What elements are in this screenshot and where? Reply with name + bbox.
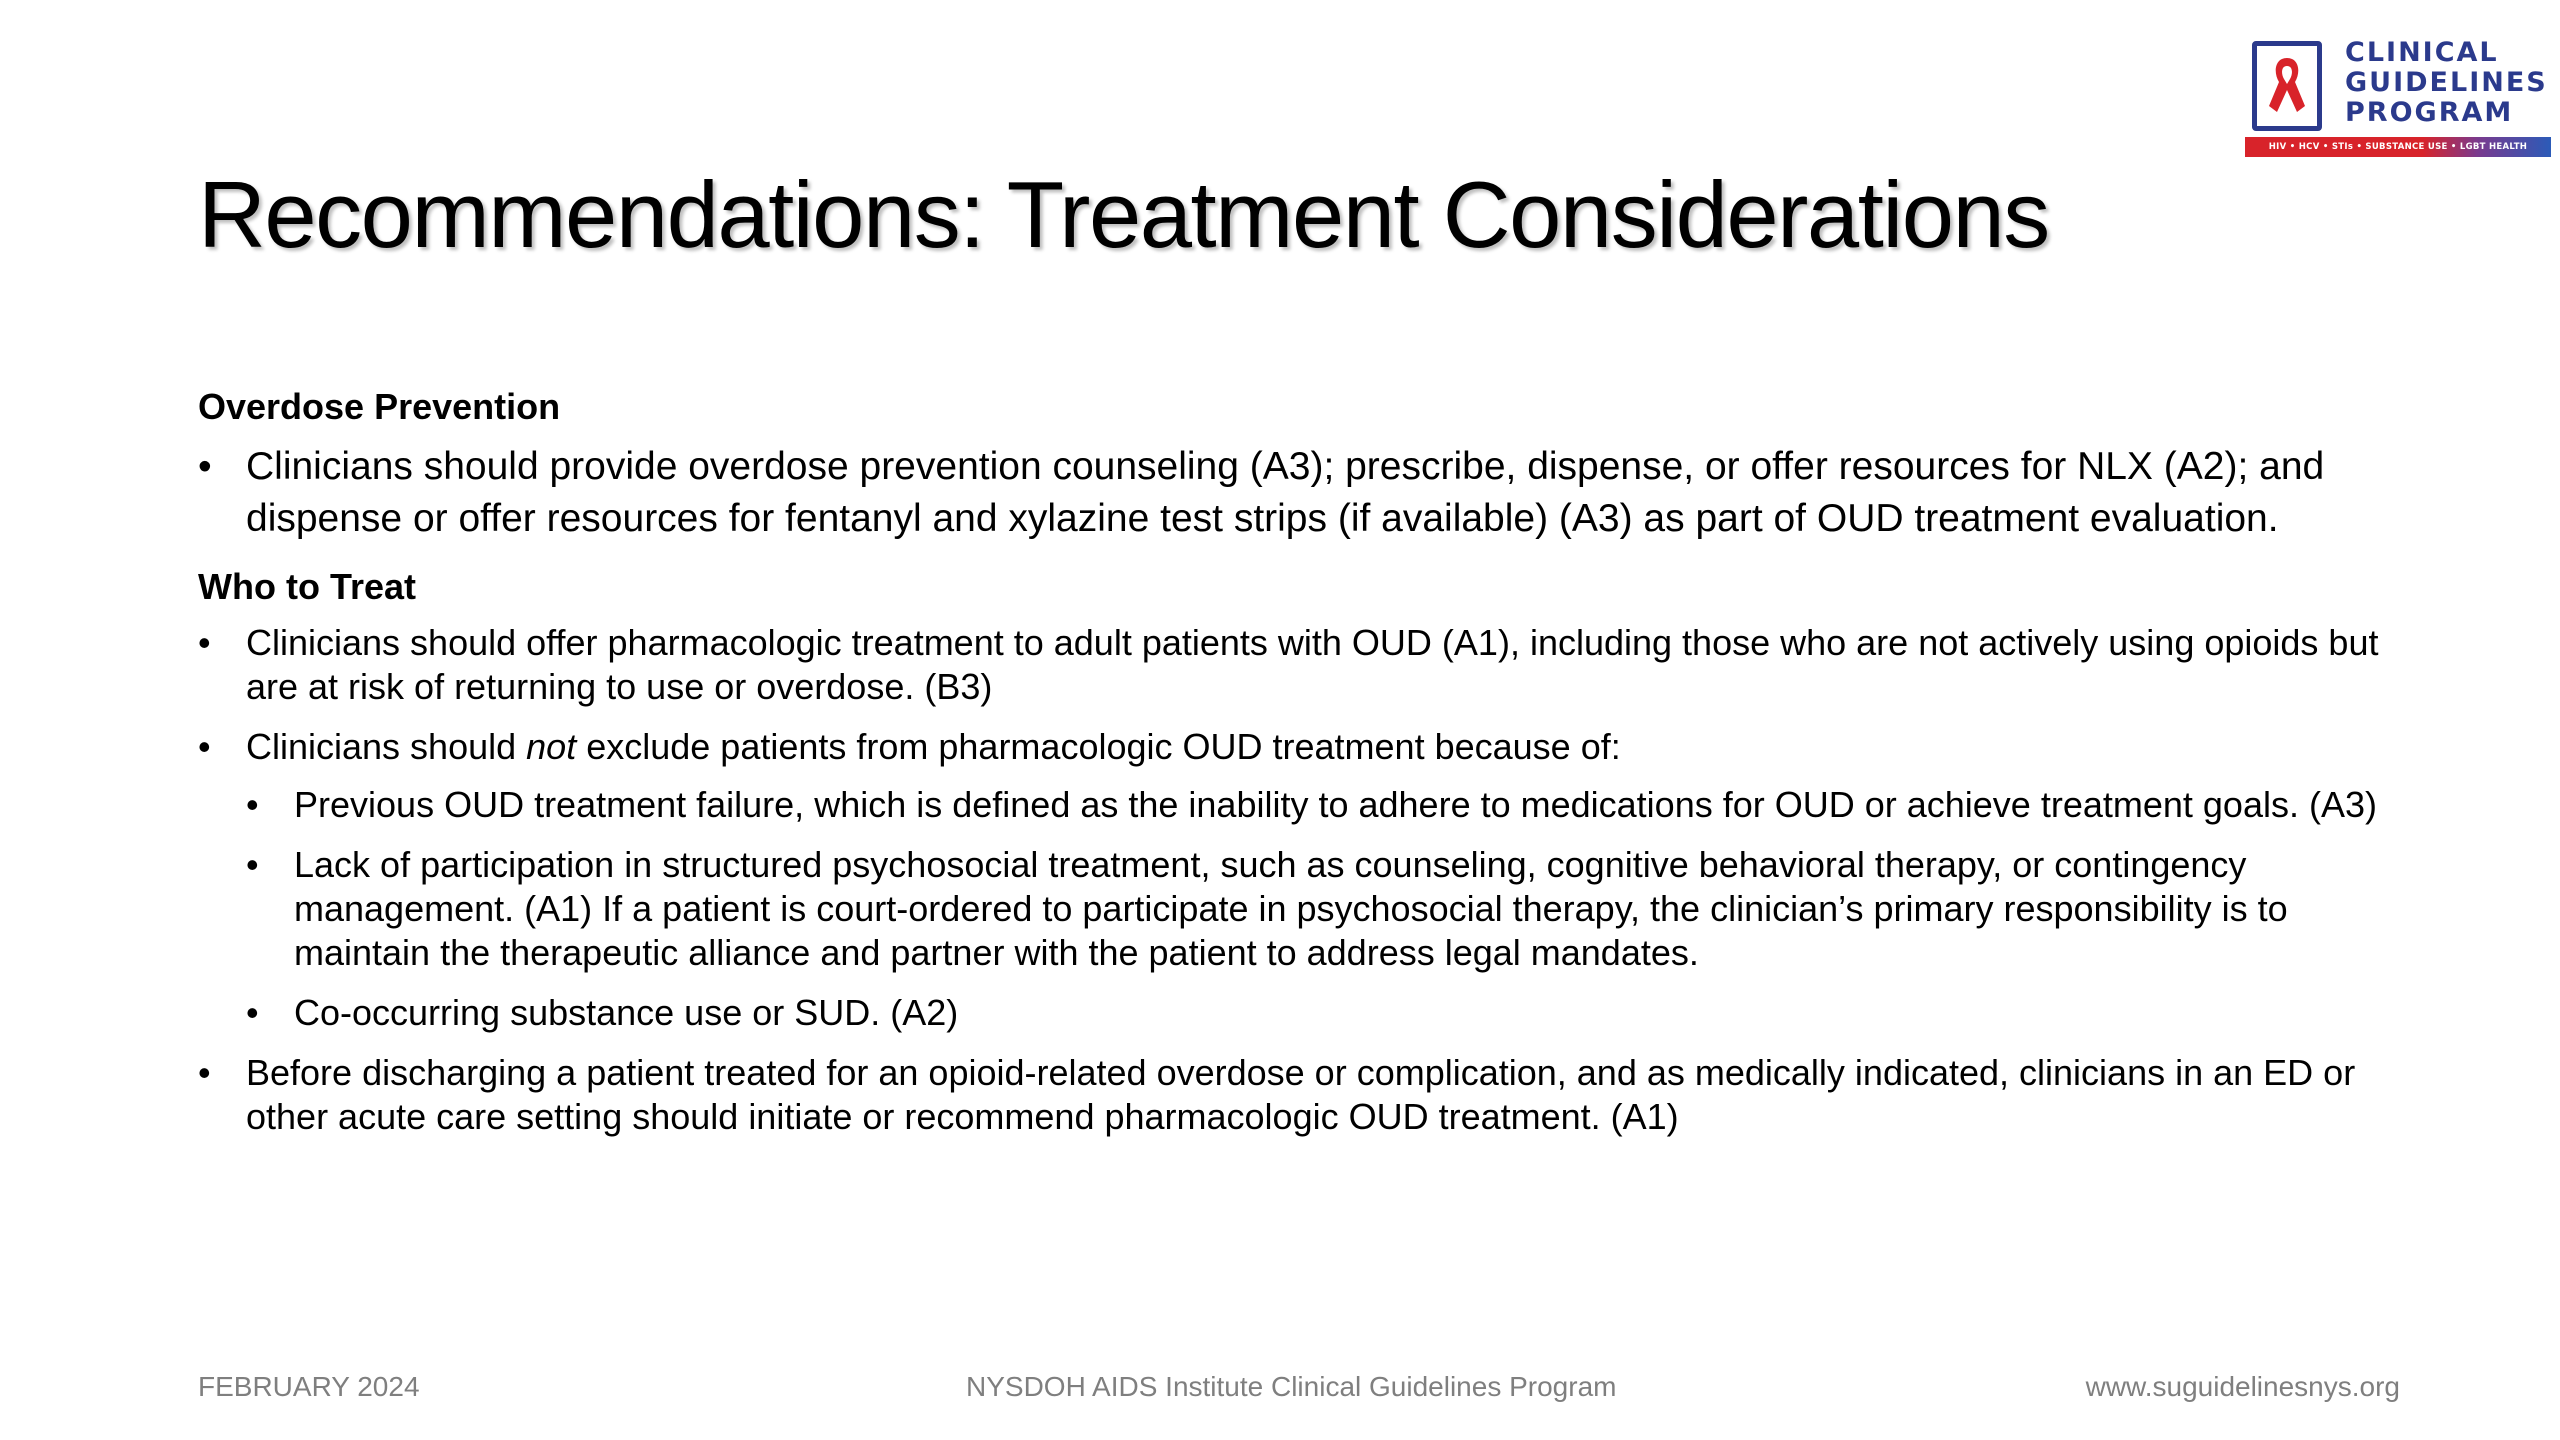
footer-date: FEBRUARY 2024 [198, 1371, 420, 1402]
logo-line-3: PROGRAM [2345, 97, 2514, 128]
section-heading-who-to-treat: Who to Treat [198, 566, 416, 607]
logo-line-1: CLINICAL [2345, 37, 2499, 68]
logo-wordmark [2345, 38, 2557, 128]
overdose-prevention-list [198, 441, 2418, 545]
logo-badge [2252, 41, 2322, 131]
sub-bullet-psychosocial: • Lack of participation in structured psychosocial treatment, such as counseling, cognitive behavioral therapy, or contingency management. (A1) If a patient is court-ordered to participate in psychosocial therapy, the clinician’s primary responsibility is to maintain the therapeutic alliance and partner with the patient to address legal mandates. [246, 843, 2418, 975]
section-heading-overdose-prevention: Overdose Prevention [198, 386, 561, 427]
bullet-before-discharge: • Before discharging a patient treated for an opioid-related overdose or complication, and as medically indicated, clinicians in an ED or other acute care setting should initiate or recommend pharmacologic OUD treatment. (A1) [198, 1051, 2418, 1139]
slide-body [198, 385, 2418, 1155]
footer-url: www.suguidelinesnys.org [2085, 1371, 2400, 1402]
sub-bullet-treatment-failure: • Previous OUD treatment failure, which is defined as the inability to adhere to medications for OUD or achieve treatment goals. (A3) [246, 783, 2418, 827]
sub-bullet-co-occurring: • Co-occurring substance use or SUD. (A2) [246, 991, 2418, 1035]
do-not-exclude-emphasis: not [526, 726, 577, 767]
bullet-do-not-exclude [198, 725, 2418, 1035]
awareness-ribbon-icon [2265, 54, 2309, 118]
exclusion-reasons-list [246, 783, 2418, 1035]
footer-program: NYSDOH AIDS Institute Clinical Guidelines Program [966, 1371, 1617, 1402]
logo-line-2: GUIDELINES [2345, 67, 2548, 98]
bullet-overdose-counseling: • Clinicians should provide overdose prevention counseling (A3); prescribe, dispense, or offer resources for NLX (A2); and dispense or offer resources for fentanyl and xylazine test strips (if available) (A3) as part of OUD treatment evaluation. [198, 441, 2418, 545]
do-not-exclude-rest: exclude patients from pharmacologic OUD treatment because of: [576, 726, 1621, 767]
do-not-exclude-lead: Clinicians should [246, 726, 527, 767]
who-to-treat-list [198, 621, 2418, 1139]
slide-title: Recommendations: Treatment Considerations [198, 162, 2049, 267]
bullet-offer-treatment: • Clinicians should offer pharmacologic treatment to adult patients with OUD (A1), including those who are not actively using opioids but are at risk of returning to use or overdose. (B3) [198, 621, 2418, 709]
logo-tagline-strip: HIV • HCV • STIs • SUBSTANCE USE • LGBT HEALTH [2245, 137, 2551, 157]
clinical-guidelines-program-logo [2245, 38, 2557, 160]
